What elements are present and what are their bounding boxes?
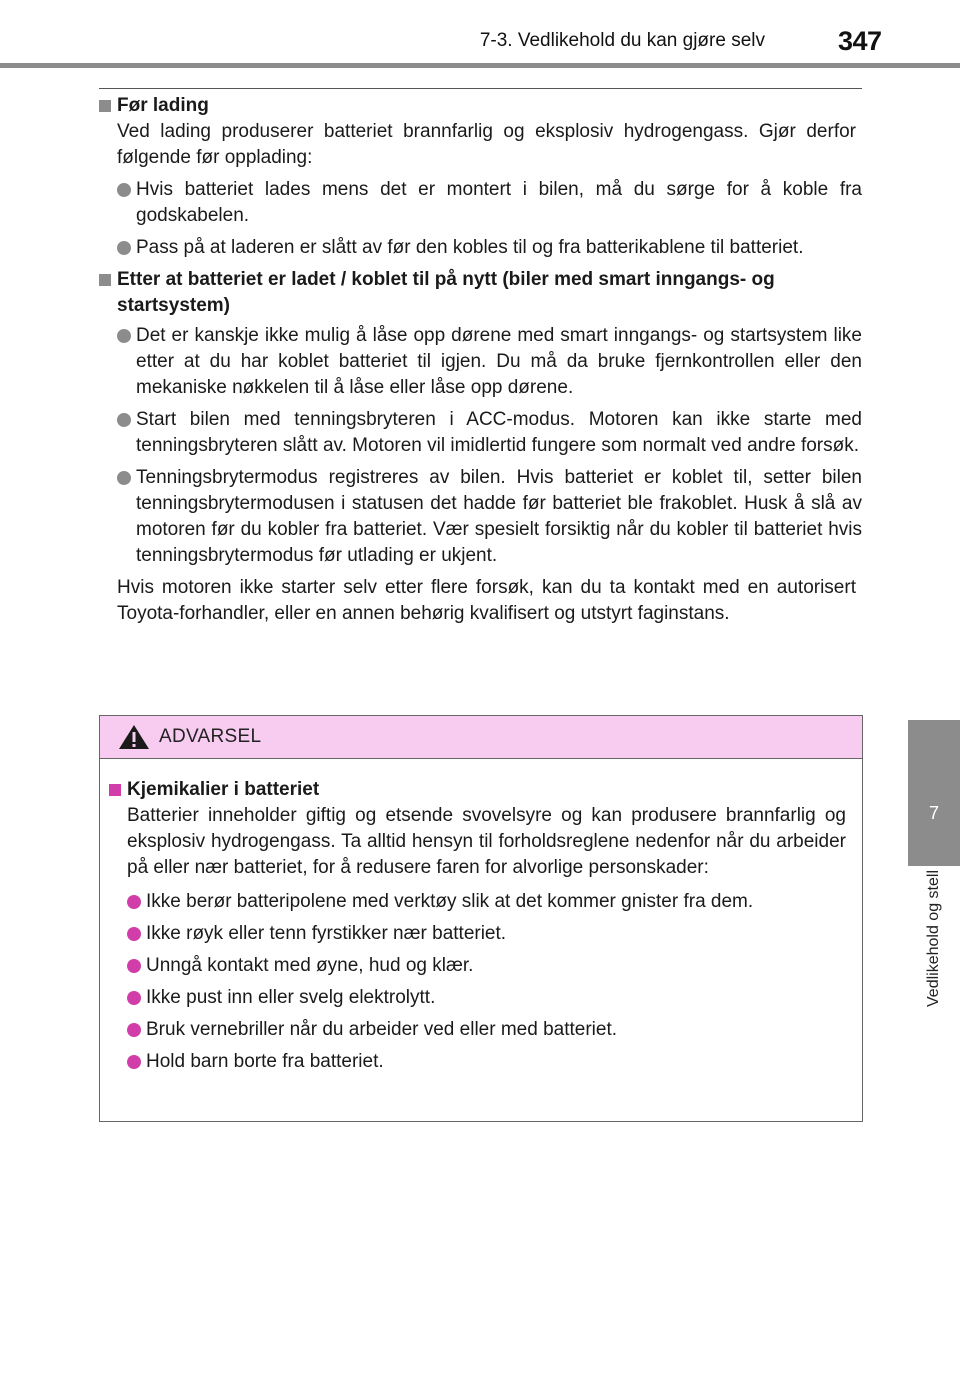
circle-bullet-icon <box>117 329 131 343</box>
page-number: 347 <box>838 26 882 56</box>
square-bullet-icon <box>109 784 121 796</box>
list-item-text: Ikke røyk eller tenn fyrstikker nær batteriet. <box>146 923 507 944</box>
paragraph: Hvis motoren ikke starter selv etter flere forsøk, kan du ta kontakt med en autorisert Toyota-forhandler, eller en annen behørig kvalifisert og utstyrt faginstans. <box>117 577 856 624</box>
section-header-title: 7-3. Vedlikehold du kan gjøre selv <box>479 30 765 51</box>
paragraph: Batterier inneholder giftig og etsende svovelsyre og kan produsere brannfarlig og eksplosiv hydrogengass. Ta alltid hensyn til forholdsreglene nedenfor når du arbeider på eller nær batteriet, for å redusere faren for alvorlige personskader: <box>127 805 846 878</box>
list-item-text: Hvis batteriet lades mens det er montert i bilen, må du sørge for å koble fra godskabelen. <box>136 179 862 226</box>
section-heading-before-charging <box>99 93 862 119</box>
circle-bullet-icon <box>127 991 141 1005</box>
header-rule <box>99 88 862 89</box>
list-item-text: Unngå kontakt med øyne, hud og klær. <box>146 955 474 976</box>
square-bullet-icon <box>99 100 111 112</box>
circle-bullet-icon <box>127 1023 141 1037</box>
circle-bullet-icon <box>117 241 131 255</box>
heading-text: Kjemikalier i batteriet <box>127 779 320 800</box>
circle-bullet-icon <box>127 927 141 941</box>
list-item-text: Hold barn borte fra batteriet. <box>146 1051 384 1072</box>
list-item-text: Ikke berør batteripolene med verktøy slik at det kommer gnister fra dem. <box>146 891 754 912</box>
list-item <box>109 985 846 1011</box>
warning-body <box>109 777 846 1081</box>
square-bullet-icon <box>99 274 111 286</box>
heading-text: Før lading <box>117 95 209 116</box>
list-item-text: Pass på at laderen er slått av før den kobles til og fra batterikablene til batteriet. <box>136 237 804 258</box>
list-item-text: Bruk vernebriller når du arbeider ved eller med batteriet. <box>146 1019 618 1040</box>
circle-bullet-icon <box>117 471 131 485</box>
list-item <box>109 953 846 979</box>
circle-bullet-icon <box>117 413 131 427</box>
header-bar <box>0 63 960 68</box>
list-item <box>99 323 862 401</box>
chapter-label-wrap <box>908 870 960 1070</box>
list-item-text: Tenningsbrytermodus registreres av bilen. Hvis batteriet er koblet til, setter bilen tenningsbrytermodusen i statusen det hadde før batteriet ble frakoblet. Husk å slå av motoren før du kobler fra batteriet. Vær spesielt forsiktig når du kobler til batteriet hvis tenningsbrytermodus før utlading er ukjent. <box>136 467 862 566</box>
heading-text: Etter at batteriet er ladet / koblet til på nytt (biler med smart inngangs- og startsystem) <box>117 269 775 316</box>
list-item <box>99 235 862 261</box>
chapter-number: 7 <box>928 803 939 823</box>
list-item <box>99 177 862 229</box>
list-item <box>99 407 862 459</box>
circle-bullet-icon <box>127 1055 141 1069</box>
list-item <box>109 889 846 915</box>
list-item-text: Det er kanskje ikke mulig å låse opp dørene med smart inngangs- og startsystem like etter at du har koblet batteriet til igjen. Du må da bruke fjernkontrollen eller den mekaniske nøkkelen til å låse eller låse opp dørene. <box>136 325 862 398</box>
circle-bullet-icon <box>127 959 141 973</box>
section-heading-after-charging <box>99 267 862 319</box>
paragraph: Ved lading produserer batteriet brannfarlig og eksplosiv hydrogengass. Gjør derfor følgende før opplading: <box>117 121 856 168</box>
chapter-tab <box>908 720 960 866</box>
list-item <box>99 465 862 569</box>
list-item-text: Start bilen med tenningsbryteren i ACC-modus. Motoren kan ikke starte med tenningsbryteren slått av. Motoren vil imidlertid fungere som normalt ved andre forsøk. <box>136 409 862 456</box>
warning-header <box>100 716 862 759</box>
circle-bullet-icon <box>127 895 141 909</box>
list-item <box>109 1049 846 1075</box>
list-item-text: Ikke pust inn eller svelg elektrolytt. <box>146 987 436 1008</box>
main-content <box>99 93 862 633</box>
list-item <box>109 1017 846 1043</box>
chapter-label: Vedlikehold og stell <box>925 870 942 1007</box>
list-item <box>109 921 846 947</box>
warning-box <box>99 715 863 1122</box>
warning-label: ADVARSEL <box>159 726 262 747</box>
warning-triangle-icon <box>118 724 150 750</box>
circle-bullet-icon <box>117 183 131 197</box>
warning-heading <box>109 777 846 803</box>
